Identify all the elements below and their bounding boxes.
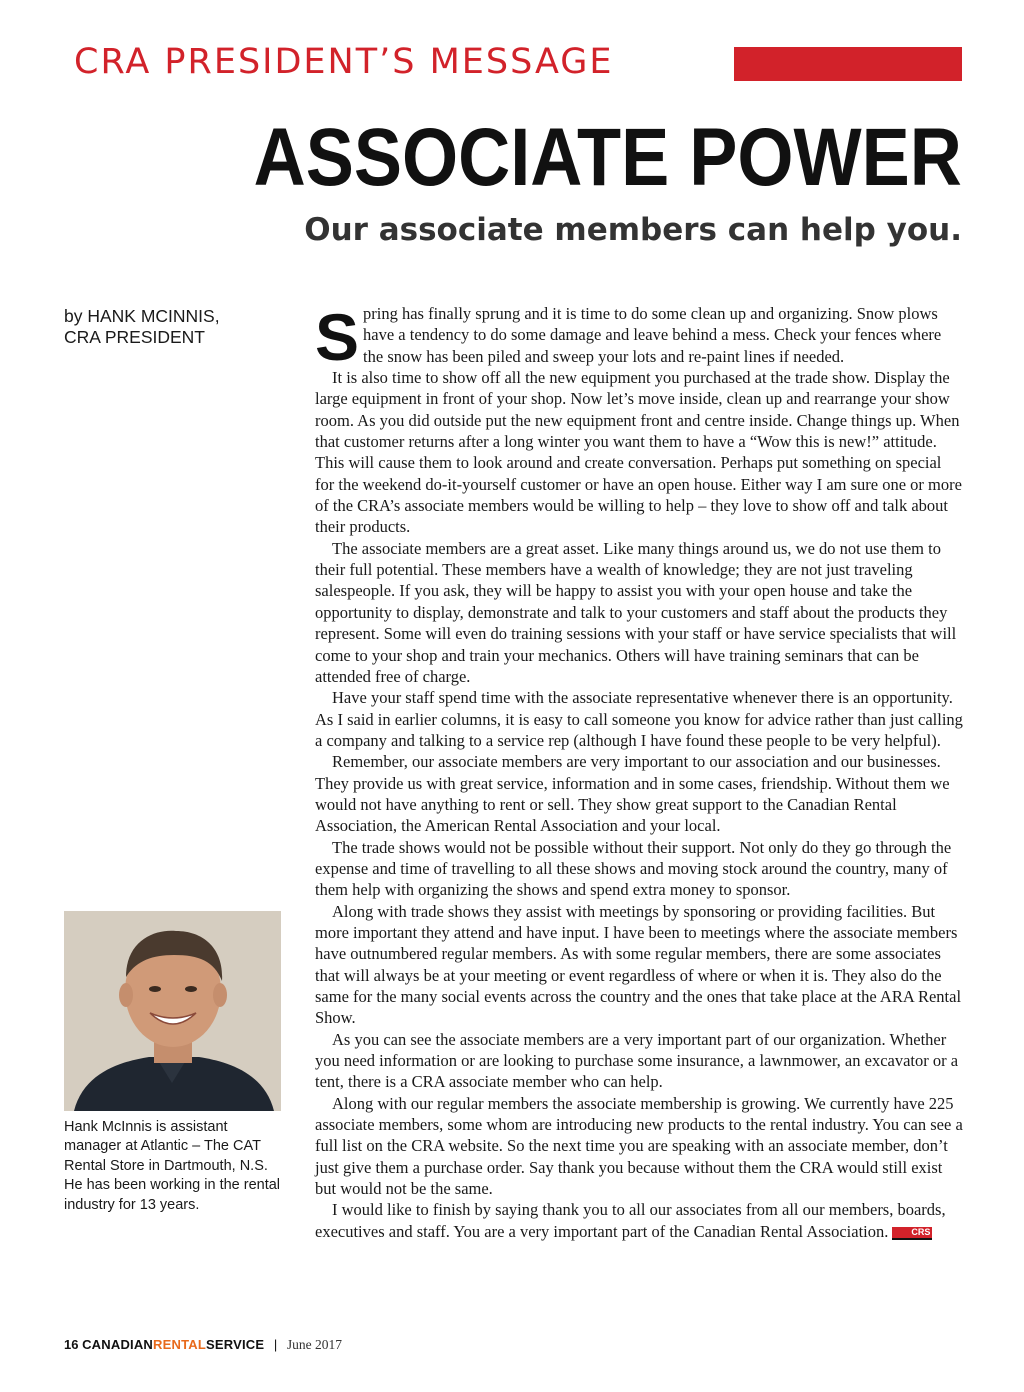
section-red-bar-fill xyxy=(734,47,962,81)
crs-end-mark-icon: CRS xyxy=(892,1227,932,1240)
magazine-name-part3: SERVICE xyxy=(205,1337,265,1352)
paragraph-10 xyxy=(315,1199,963,1242)
paragraph-7: Along with trade shows they assist with meetings by sponsoring or providing facilities. But more important they attend and have input. I have been to meetings where the associate members have outnumbered regular members. As with some regular members, there are some associates that will always be at your meeting or event regardless of where or when it is. They also do the same for the many social events across the country and the ones that take place at the ARA Rental Show. xyxy=(315,901,962,1028)
footer-separator: | xyxy=(273,1337,278,1352)
author-photo xyxy=(64,911,281,1111)
dropcap: S xyxy=(315,300,360,374)
magazine-name-part2: RENTAL xyxy=(153,1337,206,1352)
paragraph-3: The associate members are a great asset. Like many things around us, we do not use them to their full potential. These members have a wealth of knowledge; they are not just traveling salespeople. If you ask, they will be happy to assist you with your open house and take the opportunity to display, demonstrate and talk to your customers and staff about the products they represent. Some will even do training sessions with your staff or have service specialists that will come to your shop and train your mechanics. Others will have training seminars that can be attended free of charge. xyxy=(315,538,957,686)
subhead: Our associate members can help you. xyxy=(304,212,962,248)
paragraph-1-text: pring has finally sprung and it is time to do some clean up and organizing. Snow plows have a tendency to do some damage and leave behind a mess. Check your fences where the snow has been piled and sweep your lots and re-paint lines if needed. xyxy=(363,304,942,366)
section-red-bar xyxy=(734,47,962,81)
headline: ASSOCIATE POWER xyxy=(253,112,962,203)
paragraph-1 xyxy=(315,300,963,374)
magazine-name xyxy=(82,1337,264,1352)
issue-date: June 2017 xyxy=(286,1337,342,1352)
byline-title: CRA PRESIDENT xyxy=(64,327,205,347)
byline xyxy=(64,306,294,348)
author-photo-portrait xyxy=(64,911,281,1111)
section-title: CRA PRESIDENT’S MESSAGE xyxy=(74,42,614,82)
paragraph-6: The trade shows would not be possible without their support. Not only do they go through the expense and time of travelling to all these shows and moving stock around the country, many of them help with organizing the shows and spend extra money to sponsor. xyxy=(315,837,952,900)
paragraph-2: It is also time to show off all the new equipment you purchased at the trade show. Display the large equipment in front of your shop. Now let’s move inside, clean up and rearrange your show room. As you did outside put the new equipment front and centre inside. Change things up. When that customer returns after a long winter you want them to have a “Wow this is new!” attitude. This will cause them to look around and create conversation. Perhaps put something on special for the weekend do-it-yourself customer or have an open house. Either way I am sure one or more of the CRA’s associate members would be willing to help – they love to show off and talk about their products. xyxy=(315,368,962,537)
paragraph-5: Remember, our associate members are very important to our association and our businesses. They provide us with great service, information and in some cases, friendship. Without them we would not have anything to rent or sell. They show great support to the Canadian Rental Association, the American Rental Association and your local. xyxy=(315,752,950,836)
section-header xyxy=(74,40,962,84)
paragraph-9: Along with our regular members the associate membership is growing. We currently have 225 associate members, some whom are introducing new products to the rental industry. You can see a full list on the CRA website. So the next time you are speaking with an associate member, don’t just give them a purchase order. Say thank you because without them the CRA would still exist but would not be the same. xyxy=(315,1093,963,1199)
photo-caption: Hank McInnis is assistant manager at Atlantic – The CAT Rental Store in Dartmouth, N.S. He has been working in the rental industry for 13 years. xyxy=(64,1119,281,1213)
paragraph-8: As you can see the associate members are a very important part of our organization. Whether you need information or are looking to purchase some insurance, a lawnmower, an excavator or a tent, there is a CRA associate member who can help. xyxy=(315,1029,959,1092)
paragraph-10-text: I would like to finish by saying thank you to all our associates from all our members, boards, executives and staff. You are a very important part of the Canadian Rental Association. xyxy=(315,1200,946,1241)
byline-author: by HANK MCINNIS, xyxy=(64,306,220,326)
paragraph-4: Have your staff spend time with the associate representative whenever there is an opportunity. As I said in earlier columns, it is easy to call someone you know for advice rather than just calling a company and talking to a service rep (although I have found these people to be very helpful). xyxy=(315,688,963,750)
page-footer xyxy=(64,1337,342,1353)
magazine-name-part1: CANADIAN xyxy=(82,1337,154,1352)
article-body xyxy=(315,300,963,1242)
page-number: 16 xyxy=(64,1337,79,1352)
